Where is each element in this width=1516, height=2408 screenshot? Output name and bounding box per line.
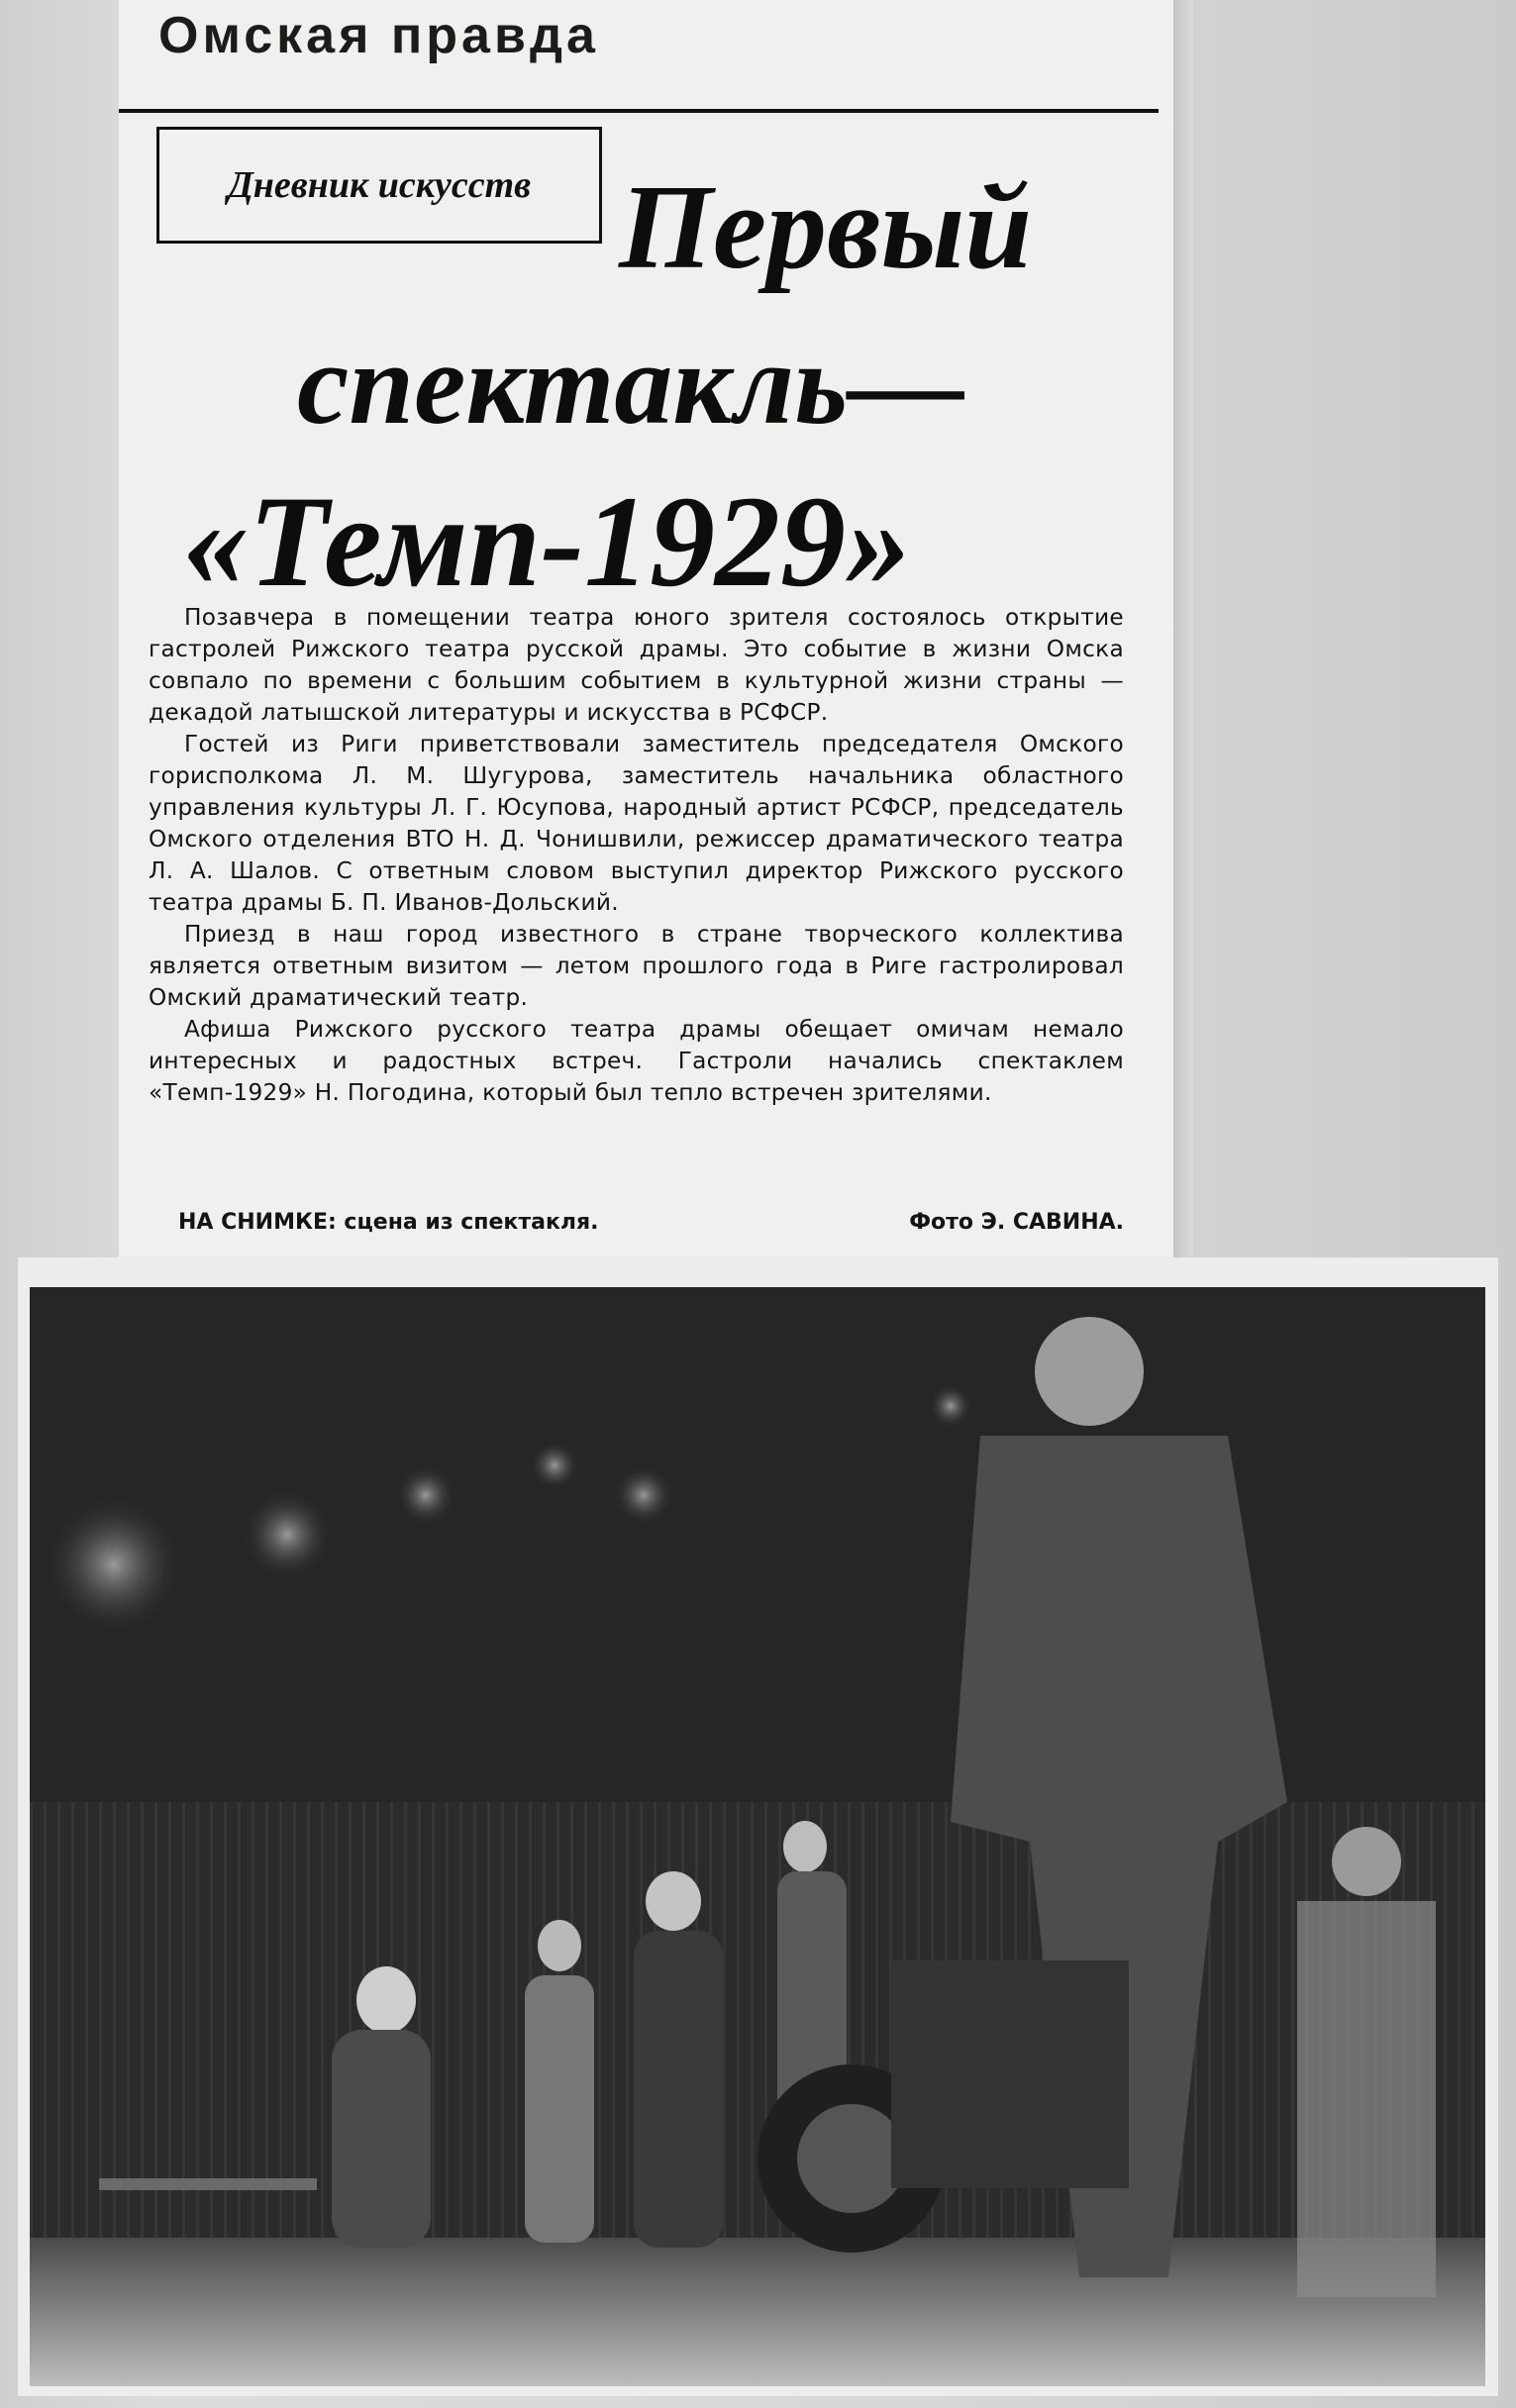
clipping-edge [1173, 0, 1193, 1257]
photo-credit: Фото Э. САВИНА. [909, 1210, 1124, 1235]
article-paragraph: Позавчера в помещении театра юного зрителя состоялось открытие гастролей Рижского театра русской драмы. Это событие в жизни Омска совпало по времени с большим событием в культурной жизни страны — декадой латышской литературы и искусства в РСФСР. [149, 604, 1124, 726]
rubric-box [156, 127, 602, 244]
article-body [149, 602, 1124, 1109]
caption-text: НА СНИМКЕ: сцена из спектакля. [178, 1210, 599, 1235]
stage-scene-photo [30, 1287, 1485, 2386]
headline-line-3: «Темп-1929» [183, 468, 911, 614]
article-paragraph: Афиша Рижского русского театра драмы обещает омичам немало интересных и радостных встреч. Гастроли начались спектаклем «Темп-1929» Н. Погодина, который был тепло встречен зрителями. [149, 1016, 1124, 1106]
masthead-rule [119, 109, 1159, 113]
photo-print [18, 1257, 1498, 2396]
headline-line-2: спектакль— [297, 319, 965, 449]
headline-line-1: Первый [619, 160, 1033, 294]
article-paragraph: Приезд в наш город известного в стране творческого коллектива является ответным визитом — летом прошлого года в Риге гастролировал Омский драматический театр. [149, 921, 1124, 1011]
photo-caption [178, 1210, 1124, 1244]
newspaper-masthead: Омская правда [158, 7, 599, 64]
article-paragraph: Гостей из Риги приветствовали заместитель председателя Омского горисполкома Л. М. Шугурова, заместитель начальника областного управления культуры Л. Г. Юсупова, народный артист РСФСР, председатель Омского отделения ВТО Н. Д. Чонишвили, режиссер драматического театра Л. А. Шалов. С ответным словом выступил директор Рижского русского театра драмы Б. П. Иванов-Дольский. [149, 731, 1124, 916]
rubric-label: Дневник искусств [227, 164, 532, 206]
